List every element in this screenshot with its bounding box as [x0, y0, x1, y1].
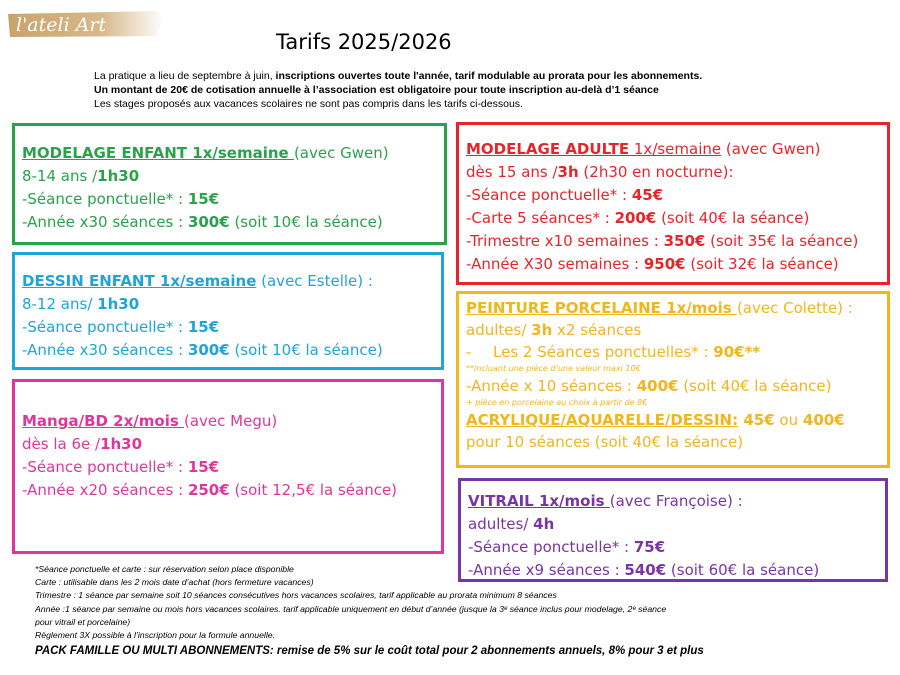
svg-text:l'ateli Art: l'ateli Art	[16, 14, 107, 36]
modelage-adulte-card: MODELAGE ADULTE 1x/semaine (avec Gwen) dès 15 ans /3h (2h30 en nocturne): -Séance ponctuelle* : 45€ -Carte 5 séances* : 200€ (soit 40€ la séance) -Trimestre x10 semaines : 350€ (soit 35€ la séance) -Année X30 semaines : 950€ (soit 32€ la séance)	[456, 122, 890, 285]
dessin-enfant-card: DESSIN ENFANT 1x/semaine (avec Estelle) : 8-12 ans/ 1h30 -Séance ponctuelle* : 15€ -Année x30 séances : 300€ (soit 10€ la séance)	[12, 252, 444, 370]
atelier-art-logo	[6, 8, 188, 40]
pack-famille-note: PACK FAMILLE OU MULTI ABONNEMENTS: remise de 5% sur le coût total pour 2 abonnements annuels, 8% pour 3 et plus	[35, 645, 704, 658]
card-title: MODELAGE ENFANT 1x/semaine	[22, 144, 294, 162]
card-title: MODELAGE ADULTE	[466, 140, 630, 158]
peinture-porcelaine-card: PEINTURE PORCELAINE 1x/mois (avec Colette) : adultes/ 3h x2 séances - Les 2 Séances ponctuelles* : 90€** **incluant une pièce d’une valeur maxi 10€ -Année x 10 séances : 400€ (soit 40€ la séance) + pièce en porcelaine au choix à partir de 8€ ACRYLIQUE/AQUARELLE/DESSIN: 45€ ou 400€ pour 10 séances (soit 40€ la séance)	[456, 291, 890, 468]
vitrail-card: VITRAIL 1x/mois (avec Françoise) : adultes/ 4h -Séance ponctuelle* : 75€ -Année x9 séances : 540€ (soit 60€ la séance)	[458, 478, 888, 582]
page-title: Tarifs 2025/2026	[276, 30, 452, 54]
footnotes: *Séance ponctuelle et carte : sur réservation selon place disponible Carte : utilisable dans les 2 mois date d’achat (hors fermeture vacances) Trimestre : 1 séance par semaine soit 10 séances consécutives hors vacances scolaires, tarif applicable au prorata minimum 8 séances Année :1 séance par semaine ou mois hors vacances scolaires. tarif applicable uniquement en début d’année (jusque la 3ᵉ séance inclus pour modelage, 2ᵉ séance pour vitrail et porcelaine) Règlement 3X possible à l’inscription pour la formule annuelle. PACK FAMILLE OU MULTI ABONNEMENTS: remise de 5% sur le coût total pour 2 abonnements annuels, 8% pour 3 et plus	[35, 563, 895, 659]
manga-bd-card: Manga/BD 2x/mois (avec Megu) dès la 6e /1h30 -Séance ponctuelle* : 15€ -Année x20 séances : 250€ (soit 12,5€ la séance)	[12, 379, 444, 554]
card-title: DESSIN ENFANT 1x/semaine	[22, 272, 257, 290]
modelage-enfant-card: MODELAGE ENFANT 1x/semaine (avec Gwen) 8-14 ans /1h30 -Séance ponctuelle* : 15€ -Année x30 séances : 300€ (soit 10€ la séance)	[12, 123, 447, 245]
card-title: Manga/BD 2x/mois	[22, 412, 184, 430]
intro-text: La pratique a lieu de septembre à juin, inscriptions ouvertes toute l'année, tarif modulable au prorata pour les abonnements. Un montant de 20€ de cotisation annuelle à l’association est obligatoire pour toute inscription au-delà d’1 séance Les stages proposés aux vacances scolaires ne sont pas compris dans les tarifs ci-dessous.	[94, 70, 703, 110]
card-title: VITRAIL 1x/mois	[468, 492, 610, 510]
card-title: PEINTURE PORCELAINE 1x/mois	[466, 299, 737, 317]
